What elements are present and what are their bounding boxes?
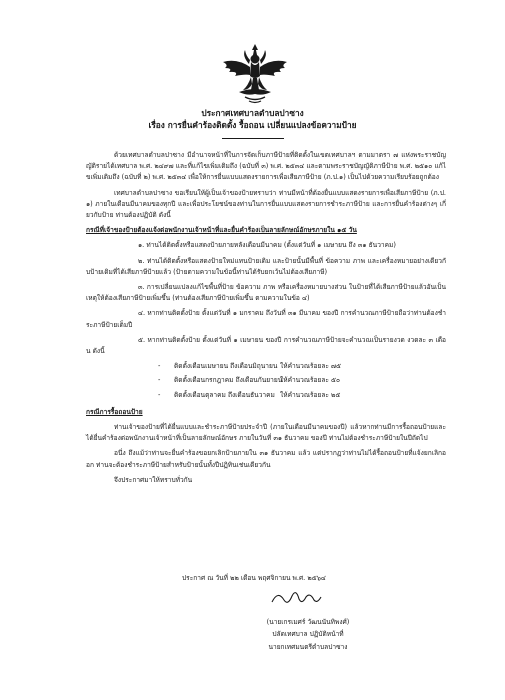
- schedule-row: [158, 361, 446, 372]
- announcement-date: ประกาศ ณ วันที่ ๒๒ เดือน พฤศจิกายน พ.ศ. ๒๕๖๔: [182, 574, 326, 582]
- removal-paragraph: ท่านเจ้าของป้ายที่ได้ยื่นแบบและชำระภาษีป้ายประจำปี (ภายในเดือนมีนาคมของปี) แล้วหากท่านมีการรื้อถอนป้ายและได้ยื่นคำร้องต่อพนักงานเจ้าหน้าที่เป็นลายลักษณ์อักษร ภายในวันที่ ๓๑ ธันวาคม ของปี ท่านไม่ต้องชำระภาษีป้ายในปีถัดไป: [86, 423, 446, 443]
- list-item-4: ๔. หากท่านติดตั้งป้าย ตั้งแต่วันที่ ๑ มกราคม ถึงวันที่ ๓๑ มีนาคม ของปี การคำนวณภาษีป้ายถือว่าท่านต้องชำระภาษีป้ายเต็มปี: [86, 309, 446, 329]
- schedule-rate: ให้คำนวณร้อยละ ๒๕: [280, 390, 341, 399]
- tax-rate-schedule: [158, 361, 446, 401]
- signatory-title: นายกเทศมนตรีตำบลปาซาง: [268, 642, 348, 651]
- schedule-rate: ให้คำนวณร้อยละ ๗๕: [280, 362, 341, 371]
- schedule-row: [158, 390, 446, 401]
- duty-paragraph: เทศบาลตำบลปาซาง ขอเรียนให้ผู้เป็นเจ้าของป้ายทราบว่า ท่านมีหน้าที่ต้องยื่นแบบแสดงรายการเพื่อเสียภาษีป้าย (ภ.ป.๑) ภายในเดือนมีนาคมของทุกปี และเพื่อประโยชน์ของท่านในการยื่นแบบแสดงรายการชำระภาษีป้าย และการยื่นคำร้องต่างๆ เกี่ยวกับป้าย ท่านต้องปฏิบัติ ดังนี้: [86, 188, 446, 220]
- announcement-subject: เรื่อง การยื่นคำร้องติดตั้ง รื้อถอน เปลี่ยนแปลงข้อความป้าย: [148, 120, 357, 130]
- schedule-dash: -: [158, 390, 161, 399]
- list-item-2: ๒. ท่านได้ติดตั้งหรือแสดงป้ายใหม่แทนป้ายเดิม และป้ายนั้นมีพื้นที่ ข้อความ ภาพ และเครื่องหมายอย่างเดียวกับป้ายเดิมที่ได้เสียภาษีป้ายแล้ว (ป้ายตามความในข้อนี้ท่านได้รับยกเว้นไม่ต้องเสียภาษี): [86, 256, 446, 276]
- garuda-emblem-icon: [215, 40, 295, 106]
- schedule-rate: ให้คำนวณร้อยละ ๕๐: [280, 376, 341, 385]
- schedule-row: [158, 375, 446, 386]
- schedule-dash: -: [158, 362, 161, 371]
- announcement-body: [86, 150, 446, 490]
- case-heading: กรณีที่เจ้าของป้ายต้องแจ้งต่อพนักงานเจ้าหน้าที่และยื่นคำร้องเป็นลายลักษณ์อักษรภายใน ๑๕ วัน: [86, 226, 357, 235]
- announcement-title: ประกาศเทศบาลตำบลปาซาง: [201, 108, 304, 118]
- signatory-name: (นายเกรเมศร์ วัฒนนันทิพงศ์): [266, 618, 350, 626]
- signature-block: [228, 616, 388, 653]
- list-item-1: ๑. ท่านได้ติดตั้งหรือแสดงป้ายภายหลังเดือนมีนาคม (ตั้งแต่วันที่ ๑ เมษายน ถึง ๓๑ ธันวาคม): [138, 241, 396, 250]
- closing-line: จึงประกาศมาให้ทราบทั่วกัน: [114, 475, 193, 484]
- handwritten-signature: [268, 588, 324, 608]
- schedule-period: ติดตั้งเดือนกรกฎาคม ถึงเดือนกันยายน: [174, 376, 283, 385]
- removal-heading: กรณีการรื้อถอนป้าย: [86, 407, 143, 416]
- schedule-dash: -: [158, 376, 161, 385]
- schedule-period: ติดตั้งเดือนเมษายน ถึงเดือนมิถุนายน: [174, 362, 278, 371]
- intro-paragraph: ด้วยเทศบาลตำบลปาซาง มีอำนาจหน้าที่ในการจัดเก็บภาษีป้ายที่ติดตั้งในเขตเทศบาลฯ ตามมาตรา ๗ แห่งพระราชบัญญัติรายได้เทศบาล พ.ศ. ๒๔๙๗ และที่แก้ไขเพิ่มเติมถึง (ฉบับที่ ๓) พ.ศ. ๒๕๓๔ และตามพระราชบัญญัติภาษีป้าย พ.ศ. ๒๕๑๐ แก้ไขเพิ่มเติมถึง (ฉบับที่ ๒) พ.ศ. ๒๕๓๔ เพื่อให้การยื่นแบบแสดงรายการเพื่อเสียภาษีป้าย (ภ.ป.๑) เป็นไปด้วยความเรียบร้อยถูกต้อง: [86, 151, 446, 182]
- signatory-position: ปลัดเทศบาล ปฏิบัติหน้าที่: [272, 630, 344, 639]
- schedule-period: ติดตั้งเดือนตุลาคม ถึงเดือนธันวาคม: [174, 390, 275, 399]
- note-paragraph: อนึ่ง ถึงแม้ว่าท่านจะยื่นคำร้องขอยกเลิกป้ายภายใน ๓๑ ธันวาคม แล้ว แต่ปรากฏว่าท่านไม่ได้รื้อถอนป้ายที่แจ้งยกเลิกออก ท่านจะต้องชำระภาษีป้ายสำหรับป้ายนั้นทั้งปีปฏิทินเช่นเดียวกัน: [86, 449, 446, 469]
- list-item-3: ๓. การเปลี่ยนแปลงแก้ไขพื้นที่ป้าย ข้อความ ภาพ หรือเครื่องหมายบางส่วน ในป้ายที่ได้เสียภาษีป้ายแล้วอันเป็นเหตุให้ต้องเสียภาษีป้ายเพิ่มขึ้น (ท่านต้องเสียภาษีป้ายเพิ่มขึ้น ตามความในข้อ ๔): [86, 283, 446, 303]
- header-divider: [222, 138, 284, 139]
- list-item-5: ๕. หากท่านติดตั้งป้าย ตั้งแต่วันที่ ๑ เมษายน ของปี การคำนวณภาษีป้ายจะคำนวณเป็นรายงวด งวดละ ๓ เดือน ดังนี้: [86, 335, 446, 356]
